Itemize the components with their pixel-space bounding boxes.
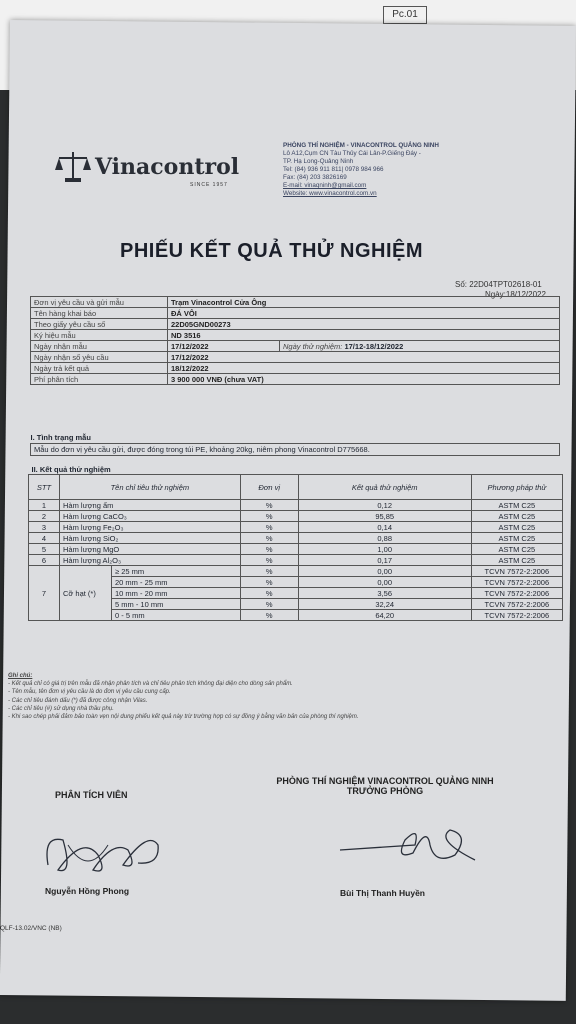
cell-result: 0,00 (298, 566, 471, 577)
table-row (29, 544, 563, 555)
cell-method: TCVN 7572-2:2006 (471, 599, 562, 610)
cell-size: 5 mm - 10 mm (112, 599, 241, 610)
note-item: - Các chỉ tiêu (#) sử dụng nhà thầu phụ. (8, 705, 114, 712)
fax: Fax: (84) 203 3826169 (283, 174, 347, 181)
cell-result: 32,24 (298, 599, 471, 610)
note-item: - Kết quả chỉ có giá trị trên mẫu đã nhận phân tích và chỉ tiêu phân tích không đại diện cho dòng sản phẩm. (8, 681, 293, 688)
analyst-signature (38, 815, 168, 885)
table-row (29, 511, 563, 522)
contact-block (283, 142, 513, 198)
analyst-name: Nguyễn Hồng Phong (45, 886, 130, 896)
col-unit: Đơn vị (240, 475, 298, 500)
cell-method: TCVN 7572-2:2006 (471, 610, 562, 621)
cell-result: 0,88 (298, 533, 471, 544)
analyst-title: PHÂN TÍCH VIÊN (55, 790, 128, 800)
tel: Tel: (84) 936 911 811| 0978 984 966 (283, 166, 384, 173)
head-name: Bùi Thị Thanh Huyền (340, 888, 425, 898)
notes-block (8, 672, 568, 721)
cell-name: Hàm lượng Fe₂O₃ (60, 522, 241, 533)
cell-result: 95,85 (298, 511, 471, 522)
vinacontrol-logo (55, 150, 239, 184)
info-value: 18/12/2022 (168, 363, 560, 374)
info-row (31, 352, 560, 363)
test-date-value: 17/12-18/12/2022 (344, 341, 404, 351)
scale-logo-icon (55, 150, 91, 184)
cell-size: ≥ 25 mm (112, 566, 241, 577)
cell-unit: % (240, 610, 298, 621)
cell-name: Hàm lượng CaCO₃ (60, 511, 241, 522)
cell-unit: % (240, 511, 298, 522)
condition-heading: I. Tình trạng mẫu (31, 432, 560, 444)
cell-method: ASTM C25 (471, 555, 562, 566)
info-label: Ngày nhận số yêu cầu (31, 352, 168, 363)
cell-unit: % (240, 522, 298, 533)
document-title: PHIẾU KẾT QUẢ THỬ NGHIỆM (120, 240, 424, 262)
results-header-row (29, 475, 563, 500)
cell-stt: 5 (29, 544, 60, 555)
lab-org: PHÒNG THÍ NGHIỆM - VINACONTROL QUẢNG NINH (283, 142, 439, 149)
info-row (31, 341, 560, 352)
website: Website: www.vinacontrol.com.vn (283, 190, 377, 197)
cell-unit: % (240, 588, 298, 599)
info-label: Phí phân tích (31, 374, 168, 385)
cell-unit: % (240, 544, 298, 555)
info-row (31, 363, 560, 374)
head-title: TRƯỞNG PHÒNG (346, 786, 424, 796)
results-table (28, 464, 563, 621)
info-value: ĐÁ VÔI (168, 308, 560, 319)
cell-result: 0,12 (298, 500, 471, 511)
cell-unit: % (240, 500, 298, 511)
cell-method: TCVN 7572-2:2006 (471, 566, 562, 577)
info-value: Trạm Vinacontrol Cửa Ông (168, 297, 560, 308)
head-signature (335, 815, 485, 870)
cell-name: Cỡ hạt (*) (60, 566, 112, 621)
results-heading: II. Kết quả thử nghiệm (29, 464, 472, 475)
cell-method: TCVN 7572-2:2006 (471, 577, 562, 588)
col-result: Kết quả thử nghiệm (298, 475, 471, 500)
info-value: 3 900 000 VNĐ (chưa VAT) (168, 374, 560, 385)
cell-result: 0,17 (298, 555, 471, 566)
info-label: Ngày trả kết quả (31, 363, 168, 374)
sample-condition-table (30, 432, 560, 456)
table-row (29, 500, 563, 511)
address-line-1: Lô A12,Cụm CN Tàu Thủy Cái Lân-P.Giếng Đáy - (283, 150, 421, 157)
info-value: ND 3516 (168, 330, 560, 341)
cell-stt: 6 (29, 555, 60, 566)
info-row (31, 319, 560, 330)
cell-name: Hàm lượng SiO₂ (60, 533, 241, 544)
info-row (31, 374, 560, 385)
note-item: - Tên mẫu, tên đơn vị yêu cầu là do đơn vị yêu cầu cung cấp. (8, 689, 171, 696)
info-value: 17/12/2022 (168, 352, 560, 363)
cell-stt: 1 (29, 500, 60, 511)
note-item: - Các chỉ tiêu đánh dấu (*) đã được công nhận Vilas. (8, 697, 148, 704)
info-value: 22D05GND00273 (168, 319, 560, 330)
cell-result: 0,00 (298, 577, 471, 588)
email: E-mail: vinaqninh@gmail.com (283, 182, 367, 189)
cell-method: ASTM C25 (471, 500, 562, 511)
cell-unit: % (240, 599, 298, 610)
notes-heading: Ghi chú: (8, 673, 33, 679)
sample-info-table (30, 296, 560, 385)
info-label: Ký hiệu mẫu (31, 330, 168, 341)
cell-name: Hàm lượng Al₂O₃ (60, 555, 241, 566)
condition-text: Mẫu do đơn vị yêu cầu gửi, được đóng trong túi PE, khoảng 20kg, niêm phong Vinacontrol D775668. (31, 444, 560, 456)
test-date-label: Ngày thử nghiệm: (283, 341, 343, 351)
info-row (31, 297, 560, 308)
cell-unit: % (240, 566, 298, 577)
info-label: Đơn vị yêu cầu và gửi mẫu (31, 297, 168, 308)
table-row (29, 533, 563, 544)
col-name: Tên chỉ tiêu thử nghiệm (60, 475, 241, 500)
col-stt: STT (29, 475, 60, 500)
cell-stt: 4 (29, 533, 60, 544)
cell-stt: 7 (29, 566, 60, 621)
report-number: Số: 22D04TPT02618-01 (455, 280, 542, 289)
cell-method: ASTM C25 (471, 544, 562, 555)
info-value: 17/12/2022 (168, 341, 280, 352)
cell-result: 3,56 (298, 588, 471, 599)
form-code: QLF-13.02/VNC (NB) (0, 925, 62, 932)
cell-unit: % (240, 533, 298, 544)
address-line-2: TP. Hạ Long-Quảng Ninh (283, 158, 354, 165)
info-row (31, 330, 560, 341)
cell-name: Hàm lượng MgO (60, 544, 241, 555)
info-row (31, 308, 560, 319)
info-label: Ngày nhận mẫu (31, 341, 168, 352)
cell-result: 1,00 (298, 544, 471, 555)
brand-since: SINCE 1957 (190, 182, 228, 188)
cell-result: 64,20 (298, 610, 471, 621)
cell-stt: 3 (29, 522, 60, 533)
cell-name: Hàm lượng ẩm (60, 500, 241, 511)
cell-method: ASTM C25 (471, 511, 562, 522)
cell-stt: 2 (29, 511, 60, 522)
table-row (29, 566, 563, 577)
col-method: Phương pháp thử (471, 475, 562, 500)
lab-signature-block (255, 776, 515, 796)
report-date: Ngày:18/12/2022 (485, 290, 546, 299)
cell-method: ASTM C25 (471, 522, 562, 533)
cell-size: 10 mm - 20 mm (112, 588, 241, 599)
cell-method: ASTM C25 (471, 533, 562, 544)
table-row (29, 555, 563, 566)
brand-name: Vinacontrol (95, 154, 240, 180)
lab-name: PHÒNG THÍ NGHIỆM VINACONTROL QUẢNG NINH (276, 776, 494, 786)
cell-unit: % (240, 555, 298, 566)
cell-size: 20 mm - 25 mm (112, 577, 241, 588)
cell-unit: % (240, 577, 298, 588)
page-label: Pc.01 (383, 6, 427, 24)
cell-size: 0 - 5 mm (112, 610, 241, 621)
cell-result: 0,14 (298, 522, 471, 533)
table-row (29, 522, 563, 533)
info-label: Tên hàng khai báo (31, 308, 168, 319)
info-label: Theo giấy yêu cầu số (31, 319, 168, 330)
cell-method: TCVN 7572-2:2006 (471, 588, 562, 599)
note-item: - Khi sao chép phải đảm bảo toàn vẹn nội dung phiếu kết quả này trừ trường hợp có sự đồng ý bằng văn bản của phòng thí nghiệm. (8, 714, 359, 721)
